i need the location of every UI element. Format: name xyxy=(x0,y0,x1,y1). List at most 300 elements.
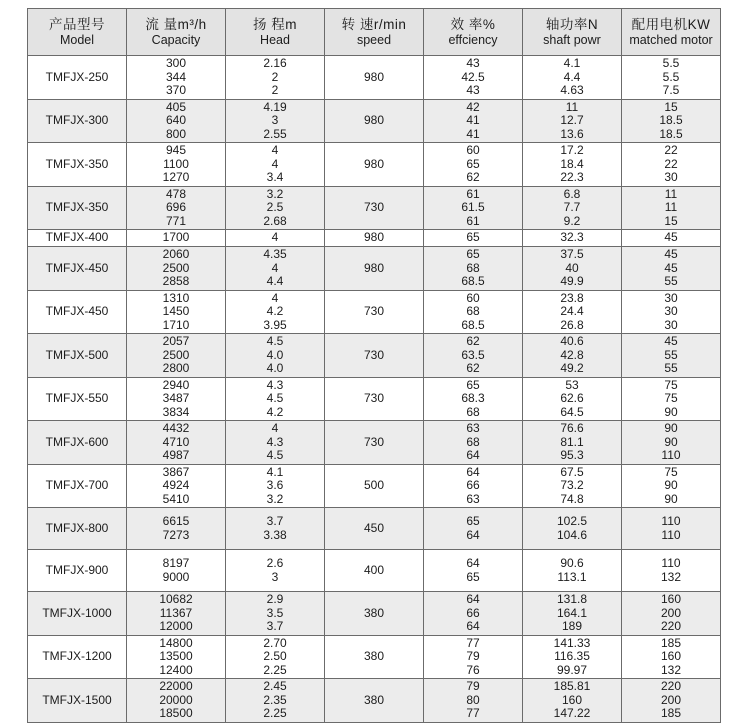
cell-capacity xyxy=(127,290,226,334)
cell-speed-value: 400 xyxy=(363,562,385,577)
cell-speed xyxy=(325,635,424,679)
cell-head-value: 2.45 xyxy=(263,679,287,693)
cell-efficiency-value: 42 xyxy=(466,99,480,114)
cell-motor-value: 11 xyxy=(664,200,678,214)
cell-head-value: 2.70 xyxy=(263,635,287,650)
col-header-head xyxy=(226,9,325,56)
cell-model xyxy=(28,635,127,679)
table-row xyxy=(28,508,721,550)
cell-capacity-value: 640 xyxy=(165,113,187,127)
col-header-motor xyxy=(622,9,721,56)
cell-speed-value: 380 xyxy=(363,692,385,707)
cell-shaft-power-value: 42.8 xyxy=(560,347,584,362)
cell-capacity-value: 6615 xyxy=(162,514,190,528)
cell-motor xyxy=(622,99,721,143)
cell-shaft-power-value: 22.3 xyxy=(560,170,584,184)
cell-speed-value: 980 xyxy=(363,156,385,171)
cell-capacity-value: 3487 xyxy=(162,391,190,405)
cell-efficiency-value: 65 xyxy=(466,230,480,245)
cell-capacity-value: 405 xyxy=(165,99,187,114)
cell-efficiency xyxy=(424,99,523,143)
cell-motor-value: 18.5 xyxy=(659,113,683,127)
cell-capacity-value: 7273 xyxy=(162,527,190,542)
cell-model xyxy=(28,508,127,550)
cell-head-value: 4.2 xyxy=(266,404,284,419)
cell-head-value: 2.68 xyxy=(263,213,287,228)
cell-shaft-power-value: 53 xyxy=(565,377,579,392)
cell-efficiency xyxy=(424,186,523,230)
cell-motor-value: 7.5 xyxy=(662,83,680,97)
cell-speed xyxy=(325,421,424,465)
cell-efficiency-value: 65 xyxy=(466,377,480,392)
cell-efficiency-value: 68 xyxy=(466,304,480,318)
cell-model-value: TMFJX-300 xyxy=(45,113,109,127)
col-header-model xyxy=(28,9,127,56)
cell-motor-value: 200 xyxy=(660,605,682,620)
cell-shaft-power-value: 40.6 xyxy=(560,334,584,348)
cell-motor-value: 75 xyxy=(664,391,678,405)
cell-speed-value: 730 xyxy=(363,434,385,449)
cell-head-value: 4 xyxy=(271,156,279,171)
cell-shaft-power-value: 11 xyxy=(565,99,579,114)
cell-motor xyxy=(622,143,721,187)
cell-motor-value: 30 xyxy=(664,290,678,305)
cell-motor-value: 110 xyxy=(661,556,681,570)
cell-capacity xyxy=(127,508,226,550)
cell-speed-value: 730 xyxy=(363,391,385,405)
cell-speed-value: 730 xyxy=(363,347,385,362)
cell-speed-value: 730 xyxy=(363,200,385,214)
cell-efficiency-value: 68 xyxy=(466,404,480,419)
cell-motor-value: 22 xyxy=(664,143,678,157)
cell-capacity-value: 11367 xyxy=(159,605,193,620)
cell-motor-value: 15 xyxy=(664,99,678,114)
cell-efficiency-value: 60 xyxy=(466,143,480,157)
cell-capacity xyxy=(127,99,226,143)
cell-speed xyxy=(325,143,424,187)
cell-head-value: 4.5 xyxy=(266,334,284,348)
cell-shaft-power-value: 81.1 xyxy=(560,434,584,449)
cell-efficiency-value: 64 xyxy=(466,592,480,606)
cell-shaft-power xyxy=(523,635,622,679)
cell-motor-value: 11 xyxy=(664,186,678,201)
table-row xyxy=(28,247,721,291)
cell-head xyxy=(226,592,325,636)
cell-head-value: 4.4 xyxy=(266,274,284,288)
cell-capacity xyxy=(127,377,226,421)
cell-motor-value: 55 xyxy=(664,361,678,375)
cell-shaft-power-value: 99.97 xyxy=(556,662,588,677)
cell-efficiency-value: 76 xyxy=(466,662,480,677)
cell-efficiency-value: 68 xyxy=(466,434,480,449)
cell-efficiency-value: 62 xyxy=(466,170,480,184)
table-row xyxy=(28,377,721,421)
cell-model-value: TMFJX-350 xyxy=(45,156,109,171)
cell-capacity xyxy=(127,143,226,187)
cell-shaft-power xyxy=(523,592,622,636)
cell-speed xyxy=(325,56,424,100)
col-header-head-en: Head xyxy=(260,32,290,47)
cell-efficiency-value: 68 xyxy=(466,260,480,275)
cell-efficiency-value: 65 xyxy=(466,514,480,528)
col-header-shaft-power-en: shaft powr xyxy=(543,32,601,47)
cell-model xyxy=(28,290,127,334)
cell-speed-value: 980 xyxy=(363,260,385,275)
cell-head-value: 3.7 xyxy=(266,619,284,633)
cell-efficiency-value: 64 xyxy=(466,619,480,633)
cell-head-value: 2.35 xyxy=(263,692,287,707)
cell-head-value: 4.5 xyxy=(266,448,284,462)
cell-shaft-power-value: 37.5 xyxy=(560,247,584,261)
col-header-efficiency xyxy=(424,9,523,56)
col-header-head-zh: 扬 程m xyxy=(253,16,297,32)
cell-motor-value: 220 xyxy=(660,619,682,633)
table-row xyxy=(28,143,721,187)
cell-motor-value: 90 xyxy=(664,478,678,492)
cell-shaft-power-value: 160 xyxy=(561,692,583,707)
cell-efficiency-value: 61 xyxy=(466,186,480,201)
cell-efficiency-value: 61 xyxy=(466,213,480,228)
cell-capacity-value: 22000 xyxy=(159,679,193,693)
cell-model xyxy=(28,247,127,291)
cell-head-value: 2.50 xyxy=(263,649,287,663)
cell-efficiency-value: 65 xyxy=(466,247,480,261)
cell-shaft-power xyxy=(523,508,622,550)
cell-capacity xyxy=(127,247,226,291)
cell-head-value: 4.5 xyxy=(266,391,284,405)
cell-head xyxy=(226,334,325,378)
cell-shaft-power-value: 23.8 xyxy=(560,290,584,305)
cell-head xyxy=(226,230,325,247)
cell-motor xyxy=(622,679,721,723)
cell-capacity-value: 1710 xyxy=(162,317,190,332)
cell-motor-value: 18.5 xyxy=(659,126,683,141)
cell-shaft-power-value: 17.2 xyxy=(560,143,584,157)
cell-model xyxy=(28,56,127,100)
cell-capacity-value: 4987 xyxy=(162,448,190,462)
cell-head-value: 2.55 xyxy=(263,126,287,141)
cell-motor-value: 110 xyxy=(661,527,681,542)
cell-head xyxy=(226,186,325,230)
cell-model-value: TMFJX-450 xyxy=(45,304,109,318)
cell-speed xyxy=(325,290,424,334)
cell-capacity-value: 20000 xyxy=(159,692,193,707)
cell-head-value: 4.3 xyxy=(266,377,284,392)
cell-capacity-value: 10682 xyxy=(159,592,193,606)
cell-capacity-value: 1100 xyxy=(163,156,189,171)
cell-motor xyxy=(622,421,721,465)
cell-efficiency-value: 66 xyxy=(466,478,480,492)
cell-head xyxy=(226,508,325,550)
cell-model-value: TMFJX-1200 xyxy=(42,649,112,663)
cell-capacity-value: 2057 xyxy=(162,334,190,348)
cell-motor-value: 5.5 xyxy=(662,69,680,84)
cell-capacity-value: 800 xyxy=(165,126,187,141)
cell-motor xyxy=(622,290,721,334)
cell-model-value: TMFJX-400 xyxy=(45,230,109,245)
col-header-speed-en: speed xyxy=(356,32,392,47)
cell-shaft-power xyxy=(523,334,622,378)
cell-motor xyxy=(622,334,721,378)
table-row xyxy=(28,421,721,465)
cell-shaft-power-value: 73.2 xyxy=(560,478,584,492)
cell-efficiency-value: 65 xyxy=(466,156,480,171)
cell-capacity-value: 344 xyxy=(165,69,187,84)
cell-motor-value: 15 xyxy=(664,213,678,228)
cell-motor-value: 30 xyxy=(664,304,678,318)
table-row xyxy=(28,592,721,636)
cell-shaft-power-value: 141.33 xyxy=(553,635,591,650)
cell-efficiency xyxy=(424,377,523,421)
cell-efficiency-value: 80 xyxy=(466,692,480,707)
cell-model-value: TMFJX-550 xyxy=(45,391,109,405)
cell-head xyxy=(226,143,325,187)
cell-shaft-power xyxy=(523,464,622,508)
cell-capacity-value: 1450 xyxy=(162,304,190,318)
cell-efficiency-value: 68.5 xyxy=(461,317,485,332)
cell-head-value: 4.1 xyxy=(266,464,284,479)
col-header-shaft-power-zh: 轴功率N xyxy=(545,16,599,32)
table-row xyxy=(28,56,721,100)
table-header xyxy=(28,9,721,56)
cell-head-value: 2.25 xyxy=(263,662,287,677)
table-row xyxy=(28,550,721,592)
cell-speed xyxy=(325,247,424,291)
cell-motor xyxy=(622,550,721,592)
cell-motor-value: 110 xyxy=(661,448,681,462)
cell-head-value: 3.4 xyxy=(266,170,284,184)
cell-capacity-value: 370 xyxy=(165,83,187,97)
cell-efficiency xyxy=(424,508,523,550)
cell-model xyxy=(28,230,127,247)
table-body xyxy=(28,56,721,723)
cell-shaft-power-value: 24.4 xyxy=(560,304,584,318)
cell-head xyxy=(226,464,325,508)
cell-efficiency xyxy=(424,56,523,100)
cell-motor-value: 160 xyxy=(660,592,682,606)
cell-shaft-power-value: 13.6 xyxy=(560,126,584,141)
header-row xyxy=(28,9,721,56)
cell-speed xyxy=(325,230,424,247)
cell-motor-value: 90 xyxy=(664,404,678,419)
cell-shaft-power-value: 32.3 xyxy=(560,230,584,245)
cell-capacity-value: 478 xyxy=(165,186,187,201)
cell-efficiency xyxy=(424,290,523,334)
pump-spec-table-container xyxy=(27,8,721,723)
cell-efficiency-value: 62 xyxy=(466,361,480,375)
cell-shaft-power-value: 189 xyxy=(561,619,583,633)
cell-head xyxy=(226,99,325,143)
cell-capacity-value: 9000 xyxy=(162,569,190,584)
cell-capacity-value: 13500 xyxy=(159,649,193,663)
cell-capacity xyxy=(127,592,226,636)
cell-shaft-power-value: 12.7 xyxy=(560,113,584,127)
cell-capacity xyxy=(127,334,226,378)
cell-capacity xyxy=(127,679,226,723)
table-row xyxy=(28,99,721,143)
cell-shaft-power-value: 4.4 xyxy=(563,69,581,84)
cell-motor-value: 30 xyxy=(664,317,678,332)
cell-capacity xyxy=(127,464,226,508)
cell-model xyxy=(28,592,127,636)
cell-motor-value: 90 xyxy=(664,434,678,449)
cell-capacity xyxy=(127,635,226,679)
cell-model xyxy=(28,550,127,592)
cell-efficiency-value: 68.5 xyxy=(461,274,485,288)
cell-efficiency-value: 64 xyxy=(466,527,480,542)
col-header-capacity xyxy=(127,9,226,56)
cell-head-value: 2 xyxy=(271,69,279,84)
cell-shaft-power xyxy=(523,230,622,247)
cell-motor-value: 132 xyxy=(660,662,682,677)
cell-shaft-power xyxy=(523,421,622,465)
cell-head-value: 2.6 xyxy=(266,556,284,570)
cell-shaft-power-value: 113.1 xyxy=(557,569,587,584)
cell-motor-value: 55 xyxy=(664,274,678,288)
cell-shaft-power xyxy=(523,377,622,421)
cell-model-value: TMFJX-350 xyxy=(45,200,109,214)
cell-efficiency xyxy=(424,230,523,247)
cell-efficiency xyxy=(424,592,523,636)
cell-motor-value: 5.5 xyxy=(662,56,680,70)
pump-spec-table xyxy=(27,8,721,723)
cell-head xyxy=(226,377,325,421)
cell-head xyxy=(226,550,325,592)
cell-speed-value: 450 xyxy=(363,520,385,535)
cell-capacity-value: 14800 xyxy=(159,635,193,650)
cell-head-value: 3.95 xyxy=(263,317,287,332)
cell-efficiency xyxy=(424,421,523,465)
cell-shaft-power-value: 74.8 xyxy=(560,491,584,506)
cell-shaft-power-value: 9.2 xyxy=(563,213,581,228)
col-header-model-en: Model xyxy=(59,32,95,47)
cell-speed-value: 380 xyxy=(363,605,385,620)
cell-efficiency-value: 77 xyxy=(466,706,480,720)
cell-efficiency-value: 62 xyxy=(466,334,480,348)
cell-motor-value: 110 xyxy=(661,514,681,528)
cell-capacity-value: 4710 xyxy=(162,434,190,449)
cell-efficiency xyxy=(424,635,523,679)
cell-model-value: TMFJX-450 xyxy=(45,260,109,275)
cell-motor xyxy=(622,508,721,550)
cell-speed xyxy=(325,99,424,143)
cell-capacity-value: 18500 xyxy=(159,706,193,720)
cell-speed-value: 730 xyxy=(363,304,385,318)
cell-head-value: 4 xyxy=(271,260,279,275)
cell-motor-value: 45 xyxy=(664,230,678,245)
cell-speed xyxy=(325,679,424,723)
cell-motor-value: 45 xyxy=(664,260,678,275)
cell-head-value: 3.2 xyxy=(266,491,284,506)
cell-model-value: TMFJX-800 xyxy=(45,520,109,535)
cell-model-value: TMFJX-250 xyxy=(45,69,109,84)
table-row xyxy=(28,464,721,508)
table-row xyxy=(28,679,721,723)
cell-efficiency-value: 43 xyxy=(466,83,480,97)
cell-model xyxy=(28,679,127,723)
cell-speed-value: 980 xyxy=(363,230,385,245)
cell-efficiency xyxy=(424,550,523,592)
col-header-shaft-power xyxy=(523,9,622,56)
cell-model xyxy=(28,421,127,465)
cell-head-value: 4 xyxy=(271,143,279,157)
cell-head-value: 4 xyxy=(271,230,279,245)
cell-head-value: 4.19 xyxy=(263,99,287,114)
cell-head-value: 3.7 xyxy=(266,514,284,528)
cell-shaft-power-value: 164.1 xyxy=(556,605,588,620)
col-header-motor-en: matched motor xyxy=(629,32,713,47)
cell-head xyxy=(226,421,325,465)
cell-speed xyxy=(325,508,424,550)
cell-shaft-power xyxy=(523,56,622,100)
col-header-speed-zh: 转 速r/min xyxy=(341,16,407,32)
cell-head-value: 4.0 xyxy=(266,347,284,362)
cell-model xyxy=(28,464,127,508)
cell-shaft-power xyxy=(523,143,622,187)
cell-motor xyxy=(622,230,721,247)
cell-shaft-power xyxy=(523,290,622,334)
cell-capacity-value: 2858 xyxy=(162,274,190,288)
cell-motor xyxy=(622,464,721,508)
cell-model xyxy=(28,377,127,421)
cell-shaft-power-value: 40 xyxy=(565,260,579,275)
cell-head-value: 3.6 xyxy=(266,478,284,492)
cell-capacity-value: 1700 xyxy=(162,230,190,245)
cell-motor-value: 45 xyxy=(664,247,678,261)
cell-motor-value: 75 xyxy=(664,377,678,392)
cell-efficiency-value: 64 xyxy=(466,556,480,570)
cell-efficiency-value: 79 xyxy=(466,649,480,663)
cell-head-value: 3.2 xyxy=(266,186,284,201)
cell-head-value: 4.35 xyxy=(263,247,287,261)
cell-efficiency-value: 61.5 xyxy=(461,200,485,214)
cell-capacity xyxy=(127,56,226,100)
cell-shaft-power-value: 95.3 xyxy=(560,448,584,462)
col-header-efficiency-zh: 效 率% xyxy=(450,16,496,32)
cell-motor-value: 185 xyxy=(660,706,682,720)
cell-head-value: 3 xyxy=(271,113,279,127)
cell-motor-value: 30 xyxy=(664,170,678,184)
cell-shaft-power xyxy=(523,550,622,592)
cell-shaft-power-value: 90.6 xyxy=(560,556,584,570)
table-row xyxy=(28,334,721,378)
cell-motor-value: 45 xyxy=(664,334,678,348)
cell-model-value: TMFJX-600 xyxy=(45,434,109,449)
cell-efficiency-value: 64 xyxy=(466,464,480,479)
cell-head-value: 2.5 xyxy=(266,200,284,214)
cell-motor-value: 200 xyxy=(660,692,682,707)
cell-motor-value: 90 xyxy=(664,421,678,435)
cell-speed xyxy=(325,464,424,508)
cell-head-value: 2 xyxy=(271,83,279,97)
cell-model-value: TMFJX-1000 xyxy=(42,605,112,620)
cell-motor xyxy=(622,56,721,100)
cell-capacity-value: 1270 xyxy=(162,170,190,184)
cell-shaft-power-value: 49.2 xyxy=(560,361,584,375)
cell-efficiency xyxy=(424,143,523,187)
cell-efficiency-value: 68.3 xyxy=(461,391,485,405)
cell-capacity xyxy=(127,421,226,465)
cell-motor-value: 185 xyxy=(660,635,682,650)
cell-head-value: 2.16 xyxy=(263,56,287,70)
cell-capacity-value: 2800 xyxy=(162,361,190,375)
table-row xyxy=(28,290,721,334)
cell-motor-value: 90 xyxy=(664,491,678,506)
cell-efficiency-value: 66 xyxy=(466,605,480,620)
cell-motor-value: 75 xyxy=(664,464,678,479)
cell-efficiency-value: 63 xyxy=(466,491,480,506)
cell-capacity-value: 2060 xyxy=(162,247,190,261)
